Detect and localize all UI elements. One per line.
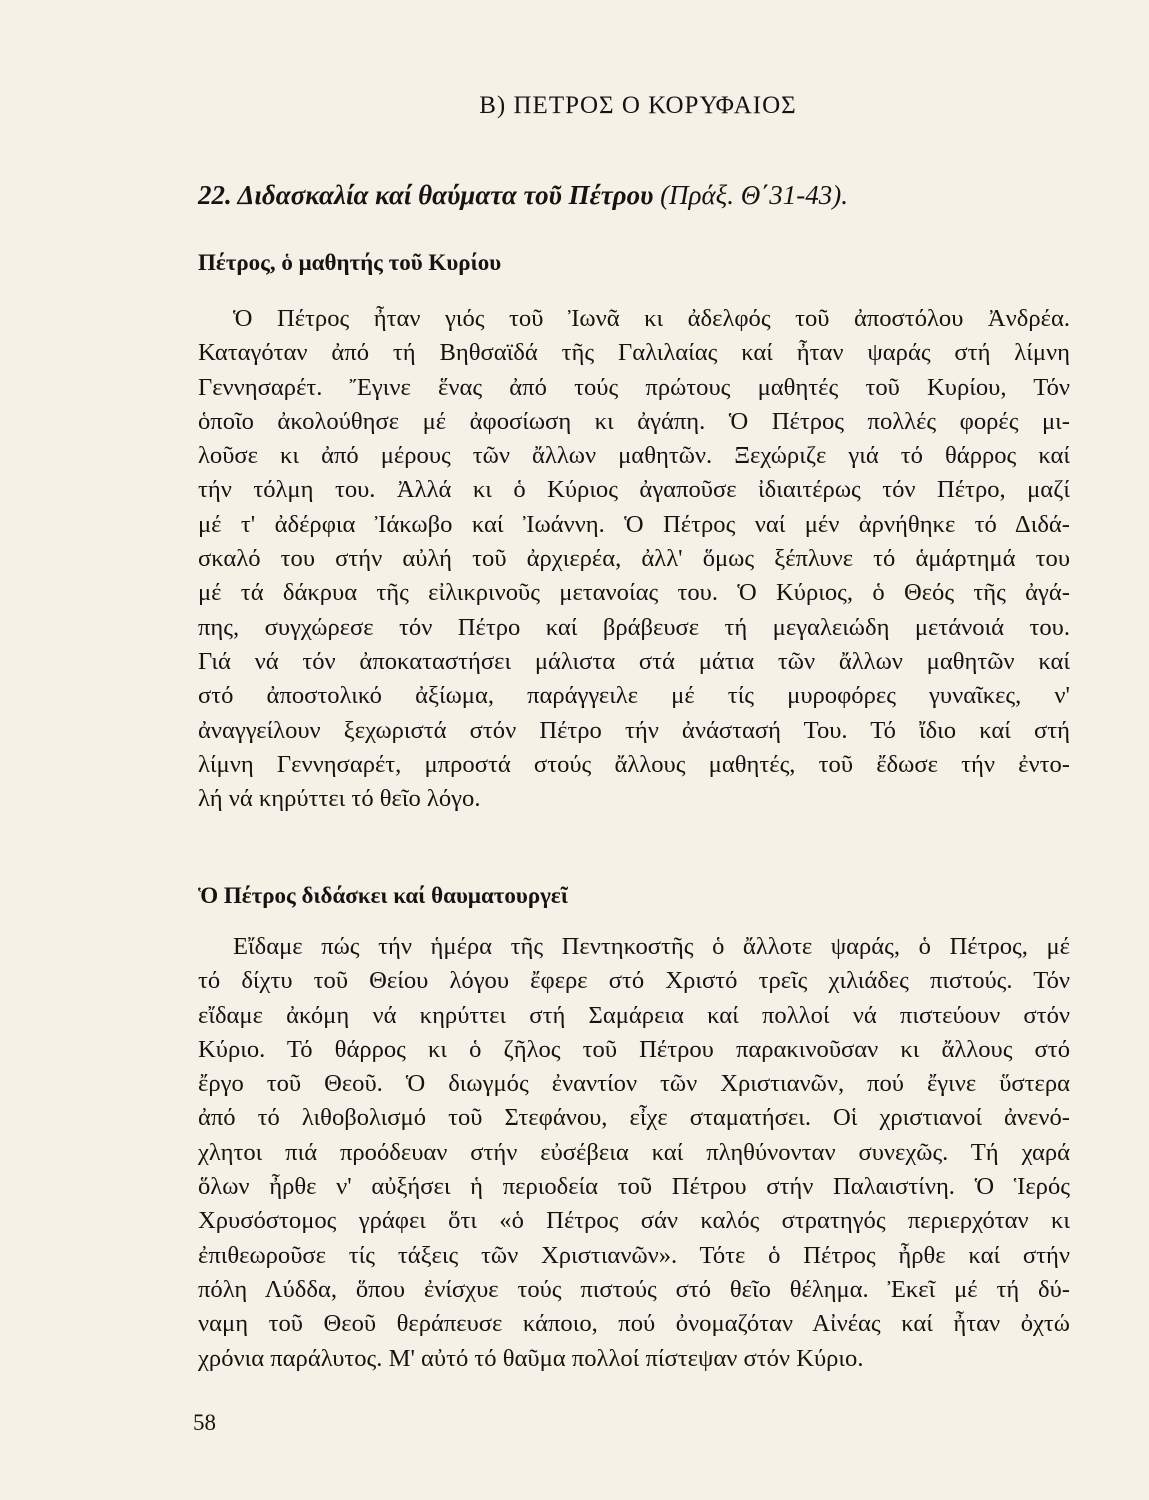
chapter-heading xyxy=(198,180,1078,211)
text-line: τήν τόλμη του. Ἀλλά κι ὁ Κύριος ἀγαποῦσε ἰδιαιτέρως τόν Πέτρο, μαζί xyxy=(198,476,1070,504)
text-line: λοῦσε κι ἀπό μέρους τῶν ἄλλων μαθητῶν. Ξεχώριζε γιά τό θάρρος καί xyxy=(198,442,1070,470)
text-line: πης, συγχώρεσε τόν Πέτρο καί βράβευσε τή μεγαλειώδη μετάνοιά του. xyxy=(198,613,1070,641)
text-line: ὁποῖο ἀκολούθησε μέ ἀφοσίωση κι ἀγάπη. Ὁ Πέτρος πολλές φορές μι- xyxy=(198,407,1070,435)
page-number: 58 xyxy=(193,1410,216,1435)
paragraph-peter-teaches xyxy=(198,930,1070,1376)
text-line: ἀπό τό λιθοβολισμό τοῦ Στεφάνου, εἶχε σταματήσει. Οἱ χριστιανοί ἀνενό- xyxy=(198,1104,1070,1132)
text-line: λή νά κηρύττει τό θεῖο λόγο. xyxy=(198,785,481,813)
text-line: εἴδαμε ἀκόμη νά κηρύττει στή Σαμάρεια καί πολλοί νά πιστεύουν στόν xyxy=(198,1001,1070,1029)
text-line: Καταγόταν ἀπό τή Βηθσαϊδά τῆς Γαλιλαίας καί ἦταν ψαράς στή λίμνη xyxy=(198,339,1070,367)
subheading-peter-disciple: Πέτρος, ὁ μαθητής τοῦ Κυρίου xyxy=(198,250,502,275)
text-line: χρόνια παράλυτος. Μ' αὐτό τό θαῦμα πολλοί πίστεψαν στόν Κύριο. xyxy=(198,1344,864,1372)
text-line: ἀναγγείλουν ξεχωριστά στόν Πέτρο τήν ἀνάστασή Του. Τό ἴδιο καί στή xyxy=(198,716,1070,744)
text-line: σκαλό του στήν αὐλή τοῦ ἀρχιερέα, ἀλλ' ὅμως ξέπλυνε τό ἁμάρτημά του xyxy=(198,545,1070,573)
subheading-peter-teaches: Ὁ Πέτρος διδάσκει καί θαυματουργεῖ xyxy=(198,883,568,908)
text-line: μέ τ' ἀδέρφια Ἰάκωβο καί Ἰωάννη. Ὁ Πέτρος ναί μέν ἀρνήθηκε τό Διδά- xyxy=(198,510,1070,538)
text-line: ἔργο τοῦ Θεοῦ. Ὁ διωγμός ἐναντίον τῶν Χριστιανῶν, πού ἔγινε ὕστερα xyxy=(198,1070,1070,1098)
text-line: λίμνη Γεννησαρέτ, μπροστά στούς ἄλλους μαθητές, τοῦ ἔδωσε τήν ἐντο- xyxy=(198,750,1070,778)
text-line: ναμη τοῦ Θεοῦ θεράπευσε κάποιο, πού ὀνομαζόταν Αἰνέας καί ἦταν ὀχτώ xyxy=(198,1310,1070,1338)
section-title: Β) ΠΕΤΡΟΣ Ο ΚΟΡΥΦΑΙΟΣ xyxy=(479,92,797,119)
text-line: πόλη Λύδδα, ὅπου ἐνίσχυε τούς πιστούς στό θεῖο θέλημα. Ἐκεῖ μέ τή δύ- xyxy=(198,1275,1070,1303)
text-line: Κύριο. Τό θάρρος κι ὁ ζῆλος τοῦ Πέτρου παρακινοῦσαν κι ἄλλους στό xyxy=(198,1035,1070,1063)
text-line: χλητοι πιά προόδευαν στήν εὐσέβεια καί πληθύνονταν συνεχῶς. Τή χαρά xyxy=(198,1138,1070,1166)
text-line: μέ τά δάκρυα τῆς εἰλικρινοῦς μετανοίας του. Ὁ Κύριος, ὁ Θεός τῆς ἀγά- xyxy=(198,579,1070,607)
chapter-title: 22. Διδασκαλία καί θαύματα τοῦ Πέτρου xyxy=(198,180,654,210)
text-line: Ὁ Πέτρος ἦταν γιός τοῦ Ἰωνᾶ κι ἀδελφός τοῦ ἀποστόλου Ἀνδρέα. xyxy=(233,305,1070,332)
text-line: Γεννησαρέτ. Ἔγινε ἕνας ἀπό τούς πρώτους μαθητές τοῦ Κυρίου, Τόν xyxy=(198,373,1070,401)
text-line: τό δίχτυ τοῦ Θείου λόγου ἔφερε στό Χριστό τρεῖς χιλιάδες πιστούς. Τόν xyxy=(198,967,1070,995)
text-line: Εἴδαμε πώς τήν ἡμέρα τῆς Πεντηκοστῆς ὁ ἄλλοτε ψαράς, ὁ Πέτρος, μέ xyxy=(233,933,1070,960)
text-line: ὅλων ἦρθε ν' αὐξήσει ἡ περιοδεία τοῦ Πέτρου στήν Παλαιστίνη. Ὁ Ἱερός xyxy=(198,1173,1070,1201)
text-line: Χρυσόστομος γράφει ὅτι «ὁ Πέτρος σάν καλός στρατηγός περιερχόταν κι xyxy=(198,1207,1070,1235)
text-line: στό ἀποστολικό ἀξίωμα, παράγγειλε μέ τίς μυροφόρες γυναῖκες, ν' xyxy=(198,682,1070,710)
text-line: ἐπιθεωροῦσε τίς τάξεις τῶν Χριστιανῶν». Τότε ὁ Πέτρος ἦρθε καί στήν xyxy=(198,1241,1070,1269)
chapter-reference: (Πράξ. Θ΄31-43). xyxy=(660,180,848,210)
text-line: Γιά νά τόν ἀποκαταστήσει μάλιστα στά μάτια τῶν ἄλλων μαθητῶν καί xyxy=(198,647,1070,675)
paragraph-peter-disciple xyxy=(198,302,1070,816)
